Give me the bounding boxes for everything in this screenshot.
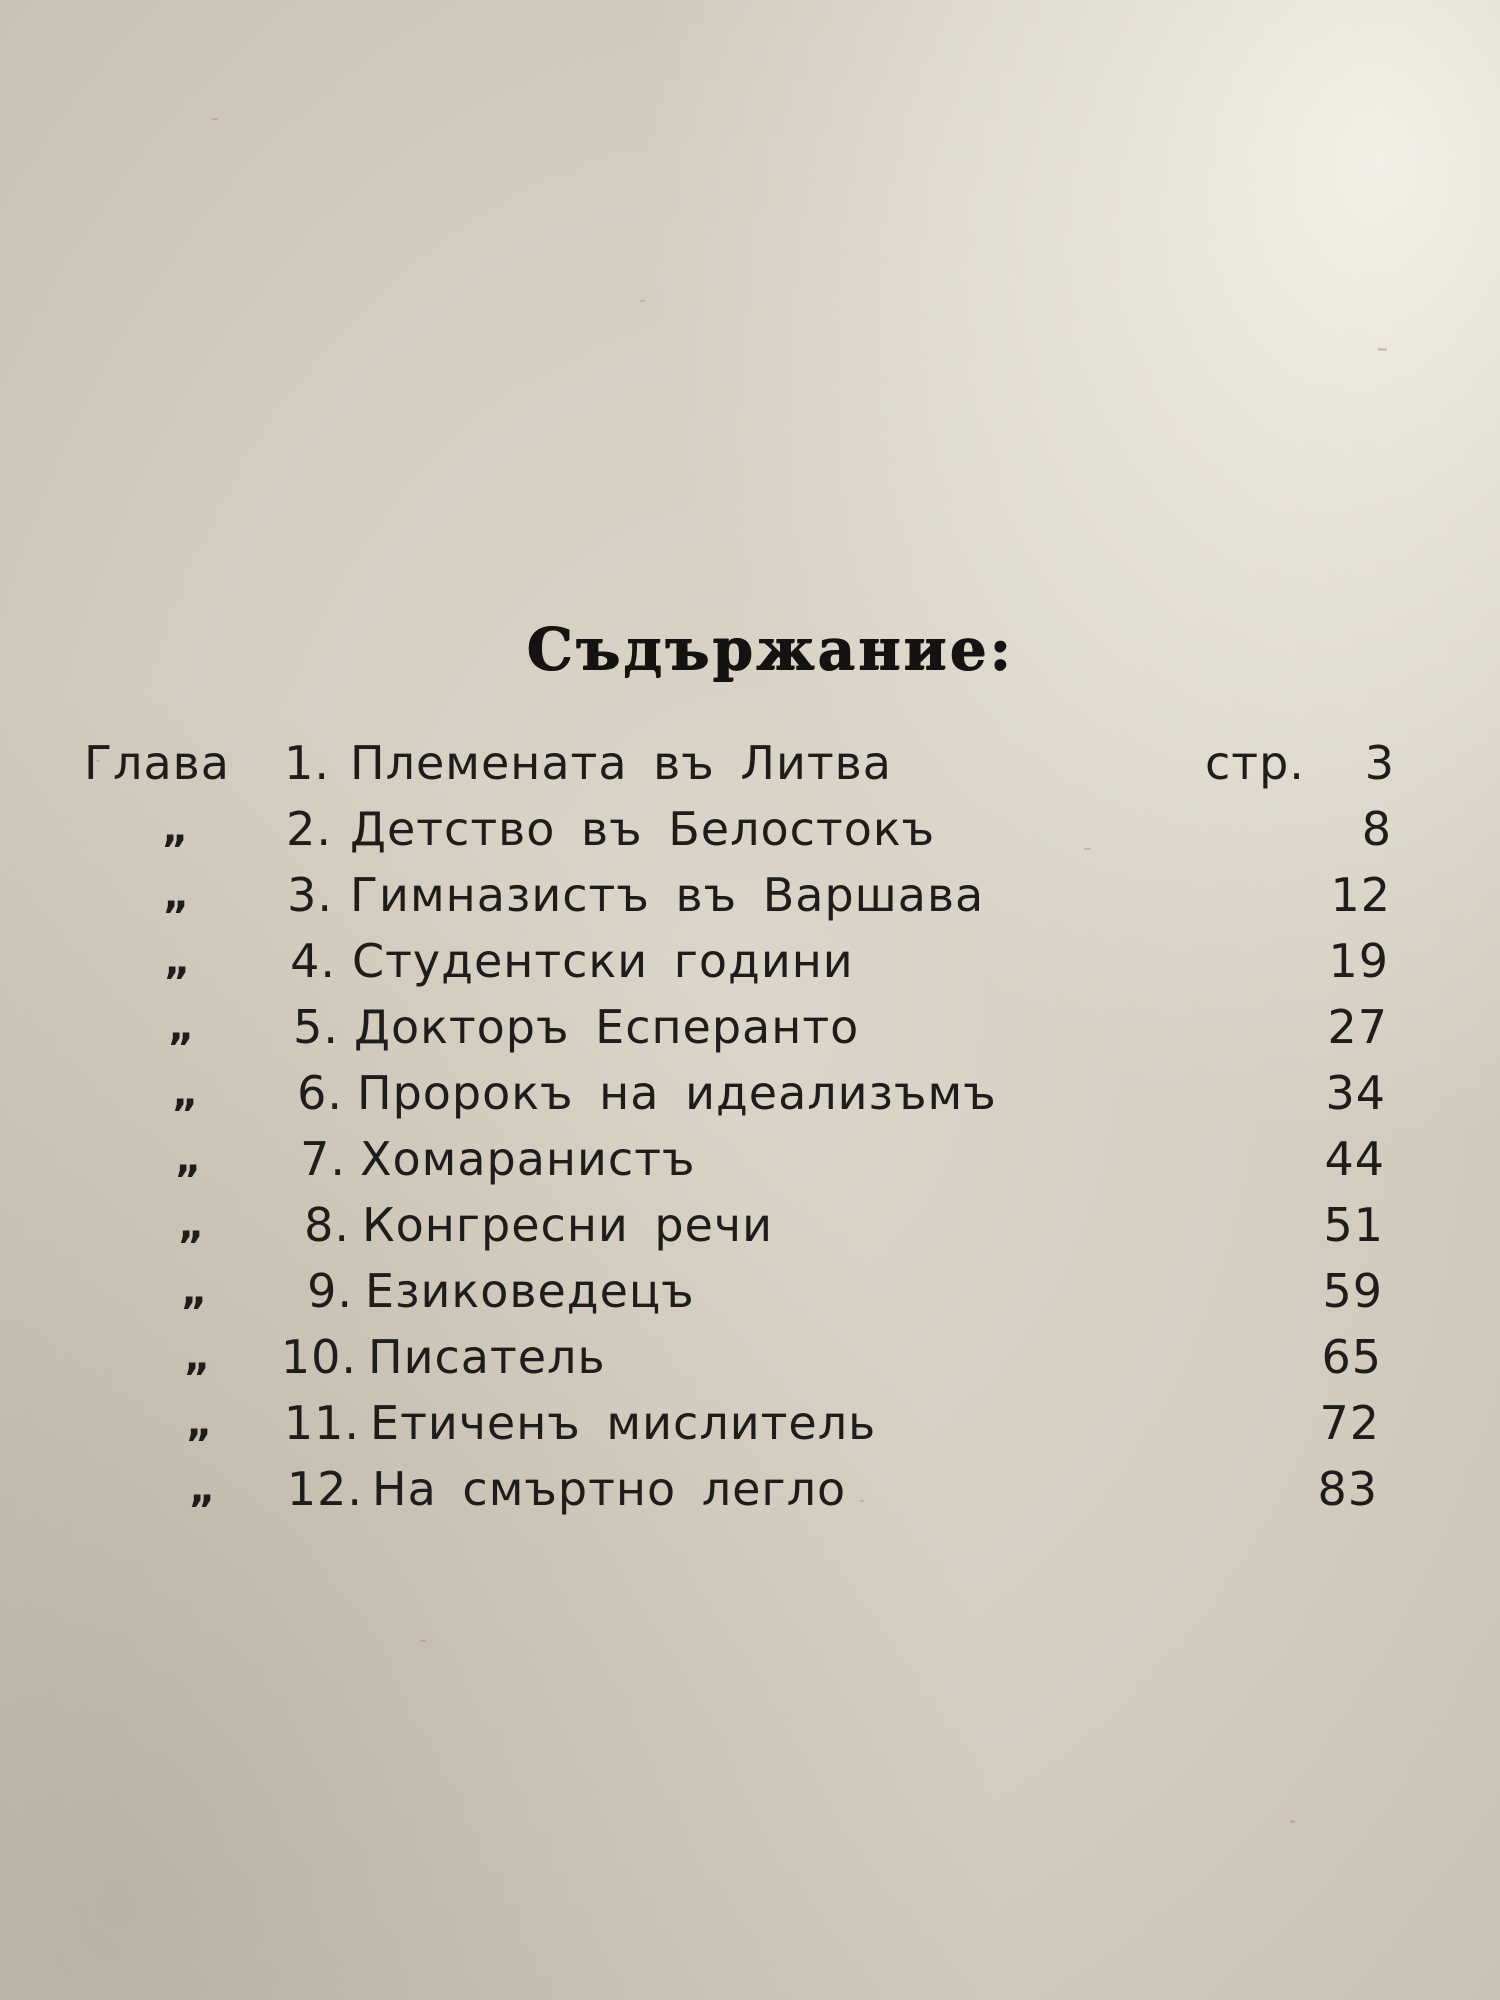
toc-row (6, 994, 1500, 1060)
toc-row (2, 796, 1500, 862)
ditto-mark: „ (186, 1400, 214, 1446)
chapter-title: Хомаранистъ (360, 1132, 696, 1186)
page-number: 72 (1319, 1396, 1380, 1450)
chapter-number: 8. (304, 1198, 350, 1252)
toc-row (4, 928, 1500, 994)
page-number: 83 (1317, 1462, 1378, 1516)
chapter-title: Пророкъ на идеализъмъ (357, 1066, 997, 1120)
page-number: 59 (1322, 1264, 1383, 1318)
ditto-mark: „ (184, 1334, 212, 1380)
chapter-number: 12. (286, 1462, 363, 1516)
ditto-mark: „ (164, 938, 192, 984)
chapter-number: 1. (284, 736, 330, 790)
toc-row (16, 1324, 1500, 1390)
chapter-title: На смъртно легло (372, 1462, 847, 1516)
toc-row (18, 1390, 1500, 1456)
toc-row (3, 862, 1500, 928)
paper-fleck (212, 118, 218, 120)
page-title: Съдържание: (526, 615, 1014, 683)
page-label: стр. (1205, 736, 1305, 790)
paper-fleck (420, 1640, 426, 1642)
chapter-number: 11. (283, 1396, 360, 1450)
chapter-title: Конгресни речи (362, 1198, 774, 1252)
paper-fleck (1290, 1820, 1295, 1823)
page-number: 19 (1328, 934, 1389, 988)
ditto-mark: „ (178, 1202, 206, 1248)
chapter-title: Докторъ Есперанто (354, 1000, 860, 1054)
chapter-title: Писатель (368, 1330, 606, 1384)
ditto-mark: „ (175, 1136, 203, 1182)
ditto-mark: „ (163, 872, 191, 918)
chapter-number: 7. (300, 1132, 346, 1186)
toc-row (12, 1192, 1500, 1258)
page-number: 8 (1361, 802, 1392, 856)
page-number: 51 (1323, 1198, 1384, 1252)
toc-row (10, 1126, 1500, 1192)
page-number: 12 (1330, 868, 1391, 922)
chapter-title: Детство въ Белостокъ (350, 802, 936, 856)
paper-fleck (640, 300, 645, 302)
page-number: 27 (1327, 1000, 1388, 1054)
chapter-number: 6. (297, 1066, 343, 1120)
page-number: 34 (1325, 1066, 1386, 1120)
paper-fleck (1378, 348, 1387, 351)
chapter-number: 4. (290, 934, 336, 988)
chapter-title: Етиченъ мислитель (370, 1396, 877, 1450)
ditto-mark: „ (162, 806, 190, 852)
toc-row (14, 1258, 1500, 1324)
toc-row (20, 1456, 1500, 1522)
chapter-number: 2. (286, 802, 332, 856)
ditto-mark: „ (168, 1004, 196, 1050)
chapter-title: Гимназистъ въ Варшава (350, 868, 985, 922)
chapter-number: 3. (287, 868, 333, 922)
chapter-label: Глава (84, 736, 230, 790)
chapter-number: 10. (280, 1330, 357, 1384)
chapter-title: Езиковедецъ (365, 1264, 695, 1318)
page-number: 44 (1324, 1132, 1385, 1186)
chapter-title: Студентски години (352, 934, 854, 988)
page-number: 3 (1364, 736, 1395, 790)
ditto-mark: „ (189, 1466, 217, 1512)
ditto-mark: „ (172, 1070, 200, 1116)
toc-row (0, 730, 1500, 796)
chapter-number: 5. (293, 1000, 339, 1054)
page-number: 65 (1321, 1330, 1382, 1384)
chapter-number: 9. (307, 1264, 353, 1318)
chapter-title: Племената въ Литва (350, 736, 892, 790)
toc-row (8, 1060, 1500, 1126)
ditto-mark: „ (181, 1268, 209, 1314)
